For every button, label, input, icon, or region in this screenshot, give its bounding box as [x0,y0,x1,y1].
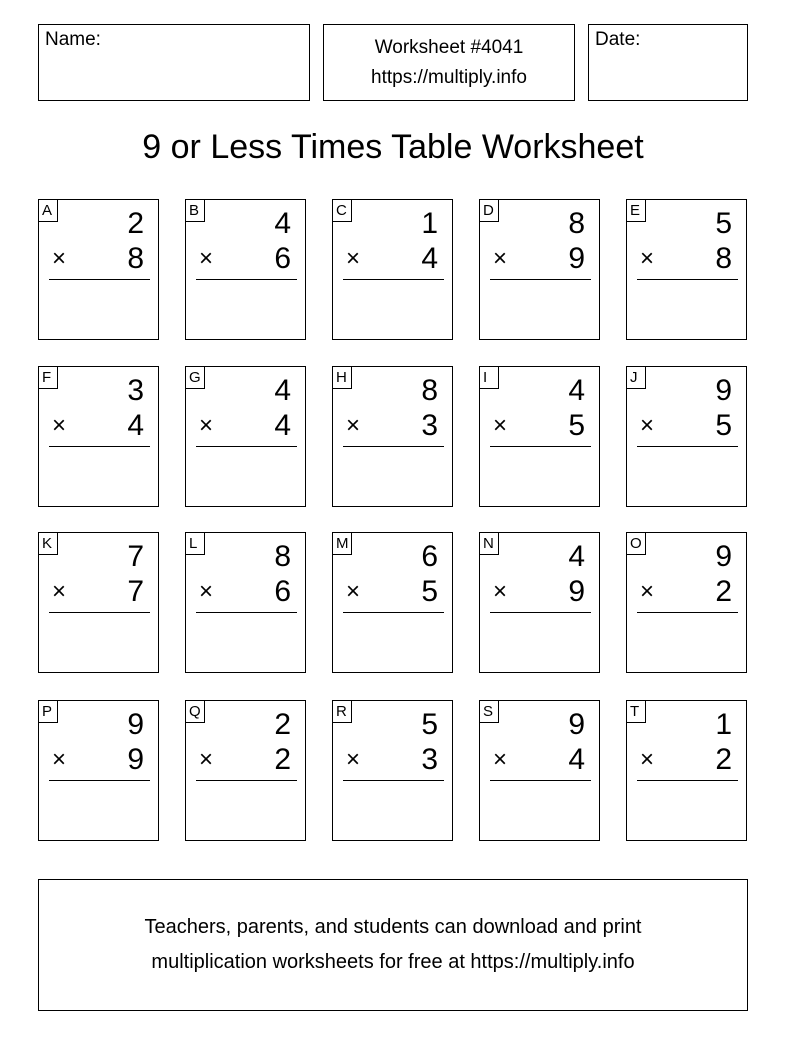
problem-card [38,532,159,673]
times-sign: × [199,578,214,605]
times-sign: × [52,412,67,439]
problem-card [38,366,159,507]
problem-letter: B [186,200,205,222]
page-title: 9 or Less Times Table Worksheet [142,128,644,166]
problem-card [626,199,747,340]
multiplicand: 2 [127,207,144,240]
times-sign: × [346,245,361,272]
problem-letter: S [480,701,499,723]
answer-rule [490,446,591,447]
answer-rule [343,446,444,447]
multiplicand: 4 [568,374,585,407]
problem-card [332,199,453,340]
answer-rule [343,612,444,613]
multiplier: 5 [421,575,438,608]
problem-letter: H [333,367,352,389]
problem-letter: A [39,200,58,222]
problem-card [185,366,306,507]
times-sign: × [640,746,655,773]
problem-card [38,700,159,841]
times-sign: × [52,746,67,773]
times-sign: × [493,412,508,439]
times-sign: × [199,245,214,272]
multiplier: 4 [274,409,291,442]
multiplicand: 9 [127,708,144,741]
problem-letter: D [480,200,499,222]
answer-rule [49,612,150,613]
footer-note [38,879,748,1011]
times-sign: × [346,412,361,439]
multiplier: 8 [715,242,732,275]
multiplier: 4 [421,242,438,275]
problem-letter: N [480,533,499,555]
multiplicand: 7 [127,540,144,573]
multiplicand: 4 [274,207,291,240]
footer-line-2: multiplication worksheets for free at https://multiply.info [151,951,635,973]
problem-letter: R [333,701,352,723]
multiplicand: 5 [421,708,438,741]
answer-rule [343,279,444,280]
multiplier: 9 [127,743,144,776]
multiplier: 2 [715,575,732,608]
multiplier: 3 [421,743,438,776]
problem-card [332,366,453,507]
problem-card [479,366,600,507]
problem-card [479,199,600,340]
problem-card [332,532,453,673]
date-label: Date: [595,29,641,50]
times-sign: × [493,578,508,605]
problem-letter: F [39,367,58,389]
multiplicand: 9 [715,374,732,407]
problem-letter: I [480,367,499,389]
times-sign: × [493,746,508,773]
times-sign: × [346,746,361,773]
problem-letter: M [333,533,352,555]
answer-rule [490,279,591,280]
multiplicand: 1 [715,708,732,741]
multiplier: 9 [568,575,585,608]
multiplicand: 9 [568,708,585,741]
multiplicand: 3 [127,374,144,407]
multiplicand: 8 [568,207,585,240]
answer-rule [490,780,591,781]
answer-rule [343,780,444,781]
answer-rule [637,612,738,613]
problem-card [185,199,306,340]
problem-card [185,532,306,673]
multiplier: 2 [715,743,732,776]
answer-rule [637,780,738,781]
problem-letter: O [627,533,646,555]
multiplicand: 8 [421,374,438,407]
answer-rule [637,279,738,280]
multiplier: 4 [568,743,585,776]
problem-letter: K [39,533,58,555]
answer-rule [49,780,150,781]
multiplier: 4 [127,409,144,442]
problem-card [479,532,600,673]
times-sign: × [640,412,655,439]
worksheet-number: Worksheet #4041 [374,37,524,58]
times-sign: × [640,578,655,605]
multiplicand: 2 [274,708,291,741]
multiplier: 6 [274,242,291,275]
times-sign: × [493,245,508,272]
problem-card [479,700,600,841]
answer-rule [196,612,297,613]
problem-letter: C [333,200,352,222]
answer-rule [49,446,150,447]
problem-letter: J [627,367,646,389]
multiplier: 5 [568,409,585,442]
answer-rule [196,279,297,280]
problem-letter: T [627,701,646,723]
times-sign: × [199,412,214,439]
answer-rule [196,780,297,781]
multiplier: 6 [274,575,291,608]
problem-card [332,700,453,841]
times-sign: × [346,578,361,605]
problem-card [626,532,747,673]
multiplier: 5 [715,409,732,442]
footer-line-1: Teachers, parents, and students can download and print [144,916,642,938]
multiplicand: 5 [715,207,732,240]
multiplicand: 9 [715,540,732,573]
multiplier: 3 [421,409,438,442]
multiplier: 8 [127,242,144,275]
times-sign: × [640,245,655,272]
times-sign: × [199,746,214,773]
problem-card [626,700,747,841]
multiplicand: 6 [421,540,438,573]
times-sign: × [52,245,67,272]
problem-letter: Q [186,701,205,723]
problem-card [185,700,306,841]
multiplicand: 4 [568,540,585,573]
name-label: Name: [45,29,101,50]
problem-letter: G [186,367,205,389]
times-sign: × [52,578,67,605]
worksheet-url: https://multiply.info [371,67,527,88]
multiplicand: 1 [421,207,438,240]
multiplier: 7 [127,575,144,608]
multiplier: 2 [274,743,291,776]
answer-rule [49,279,150,280]
answer-rule [490,612,591,613]
problem-letter: L [186,533,205,555]
multiplier: 9 [568,242,585,275]
problem-letter: E [627,200,646,222]
multiplicand: 4 [274,374,291,407]
problem-card [626,366,747,507]
answer-rule [196,446,297,447]
problem-card [38,199,159,340]
answer-rule [637,446,738,447]
problem-letter: P [39,701,58,723]
multiplicand: 8 [274,540,291,573]
